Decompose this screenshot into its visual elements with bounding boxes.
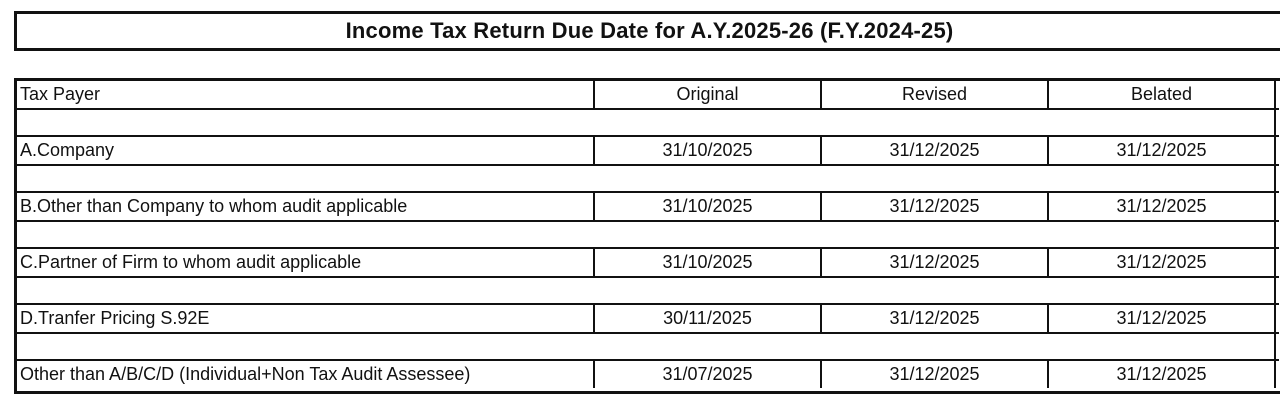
belated-date-cell: 31/12/2025 — [1048, 136, 1275, 165]
revised-date-cell: 31/12/2025 — [821, 360, 1048, 388]
table-edge-cell — [1275, 81, 1279, 109]
due-date-table-frame — [14, 78, 1280, 394]
belated-date-cell: 31/12/2025 — [1048, 360, 1275, 388]
revised-date-cell: 31/12/2025 — [821, 136, 1048, 165]
tax-payer-cell: Other than A/B/C/D (Individual+Non Tax Audit Assessee) — [20, 364, 471, 384]
tax-payer-cell: B.Other than Company to whom audit applicable — [17, 192, 594, 221]
table-row — [17, 192, 1279, 221]
revised-date-cell: 31/12/2025 — [821, 192, 1048, 221]
original-date-cell: 31/10/2025 — [594, 192, 821, 221]
column-header-original: Original — [594, 81, 821, 109]
table-row — [17, 136, 1279, 165]
column-header-tax-payer: Tax Payer — [17, 81, 594, 109]
original-date-cell: 30/11/2025 — [594, 304, 821, 333]
tax-payer-cell: D.Tranfer Pricing S.92E — [17, 304, 594, 333]
original-date-cell: 31/10/2025 — [594, 248, 821, 277]
original-date-cell: 31/10/2025 — [594, 136, 821, 165]
table-row — [17, 248, 1279, 277]
table-row — [17, 304, 1279, 333]
spacer-row — [17, 333, 1279, 360]
original-date-cell: 31/07/2025 — [594, 360, 821, 388]
belated-date-cell: 31/12/2025 — [1048, 192, 1275, 221]
column-header-belated: Belated — [1048, 81, 1275, 109]
revised-date-cell: 31/12/2025 — [821, 304, 1048, 333]
tax-payer-cell: C.Partner of Firm to whom audit applicable — [17, 248, 594, 277]
belated-date-cell: 31/12/2025 — [1048, 248, 1275, 277]
spacer-row — [17, 277, 1279, 304]
title-box — [14, 11, 1280, 51]
page-title: Income Tax Return Due Date for A.Y.2025-26 (F.Y.2024-25) — [345, 18, 954, 43]
belated-date-cell: 31/12/2025 — [1048, 304, 1275, 333]
revised-date-cell: 31/12/2025 — [821, 248, 1048, 277]
table-row — [17, 360, 1279, 388]
tax-payer-cell: A.Company — [17, 136, 594, 165]
due-date-table — [17, 81, 1279, 388]
spacer-row — [17, 109, 1279, 136]
table-header-row — [17, 81, 1279, 109]
spacer-row — [17, 221, 1279, 248]
spacer-row — [17, 165, 1279, 192]
column-header-revised: Revised — [821, 81, 1048, 109]
